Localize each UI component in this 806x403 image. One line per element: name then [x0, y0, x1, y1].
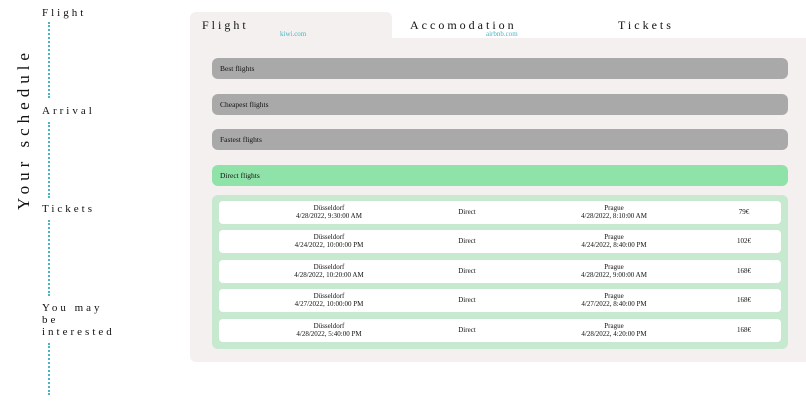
timeline-connector: [48, 22, 51, 98]
tab-accomodation[interactable]: Accomodation: [410, 18, 517, 32]
departure-city: Düsseldorf: [313, 263, 345, 271]
flight-price: 168€: [737, 267, 751, 275]
flight-price: 168€: [737, 296, 751, 304]
departure: [269, 204, 389, 220]
flight-price: 168€: [737, 326, 751, 334]
departure: [269, 322, 389, 338]
tab-flight[interactable]: Flight: [202, 18, 249, 32]
arrival-time: 4/28/2022, 9:00:00 AM: [581, 271, 647, 279]
departure-city: Düsseldorf: [313, 204, 345, 212]
filter-cheapest-flights[interactable]: Cheapest flights: [212, 94, 788, 115]
flight-price: 79€: [738, 208, 750, 216]
interested-line-3: interested: [42, 326, 115, 338]
departure-time: 4/28/2022, 5:40:00 PM: [296, 330, 362, 338]
flight-row[interactable]: [219, 319, 781, 342]
tab-tickets[interactable]: Tickets: [618, 18, 674, 32]
flight-row[interactable]: [219, 201, 781, 224]
arrival-city: Prague: [604, 233, 624, 241]
arrival: [554, 233, 674, 249]
arrival-time: 4/27/2022, 8:40:00 PM: [581, 300, 647, 308]
tab-accomodation-provider[interactable]: airbnb.com: [486, 30, 518, 38]
arrival-city: Prague: [604, 204, 624, 212]
flight-type: Direct: [458, 267, 476, 275]
arrival: [554, 204, 674, 220]
departure-time: 4/27/2022, 10:00:00 PM: [294, 300, 364, 308]
interested-line-1: You may: [42, 302, 103, 314]
departure-city: Düsseldorf: [313, 322, 345, 330]
departure: [269, 292, 389, 308]
arrival-time: 4/28/2022, 8:10:00 AM: [581, 212, 647, 220]
timeline-step-arrival[interactable]: Arrival: [42, 105, 95, 117]
filter-direct-flights[interactable]: Direct flights: [212, 165, 788, 186]
timeline-connector: [48, 122, 51, 198]
tab-flight-provider[interactable]: kiwi.com: [280, 30, 307, 38]
arrival: [554, 322, 674, 338]
timeline-step-interested[interactable]: [42, 302, 115, 338]
flight-price: 102€: [737, 237, 751, 245]
flight-row[interactable]: [219, 260, 781, 283]
arrival-city: Prague: [604, 322, 624, 330]
interested-line-2: be: [42, 314, 59, 326]
filter-best-flights[interactable]: Best flights: [212, 58, 788, 79]
arrival-time: 4/28/2022, 4:20:00 PM: [581, 330, 647, 338]
flight-type: Direct: [458, 326, 476, 334]
arrival: [554, 263, 674, 279]
flight-list: [212, 195, 788, 349]
departure-time: 4/28/2022, 10:20:00 AM: [294, 271, 364, 279]
flight-row[interactable]: [219, 230, 781, 253]
arrival-city: Prague: [604, 263, 624, 271]
filter-fastest-flights[interactable]: Fastest flights: [212, 129, 788, 150]
departure-time: 4/28/2022, 9:30:00 AM: [296, 212, 362, 220]
timeline-connector: [48, 343, 51, 395]
schedule-title: Your schedule: [14, 48, 33, 210]
departure: [269, 263, 389, 279]
timeline-step-flight[interactable]: Flight: [42, 7, 87, 19]
timeline-step-tickets[interactable]: Tickets: [42, 203, 95, 215]
arrival-time: 4/24/2022, 8:40:00 PM: [581, 241, 647, 249]
flight-type: Direct: [458, 296, 476, 304]
flight-type: Direct: [458, 208, 476, 216]
departure: [269, 233, 389, 249]
flight-type: Direct: [458, 237, 476, 245]
departure-city: Düsseldorf: [313, 233, 345, 241]
departure-time: 4/24/2022, 10:00:00 PM: [294, 241, 364, 249]
arrival: [554, 292, 674, 308]
timeline-connector: [48, 220, 51, 296]
arrival-city: Prague: [604, 292, 624, 300]
flight-row[interactable]: [219, 289, 781, 312]
departure-city: Düsseldorf: [313, 292, 345, 300]
